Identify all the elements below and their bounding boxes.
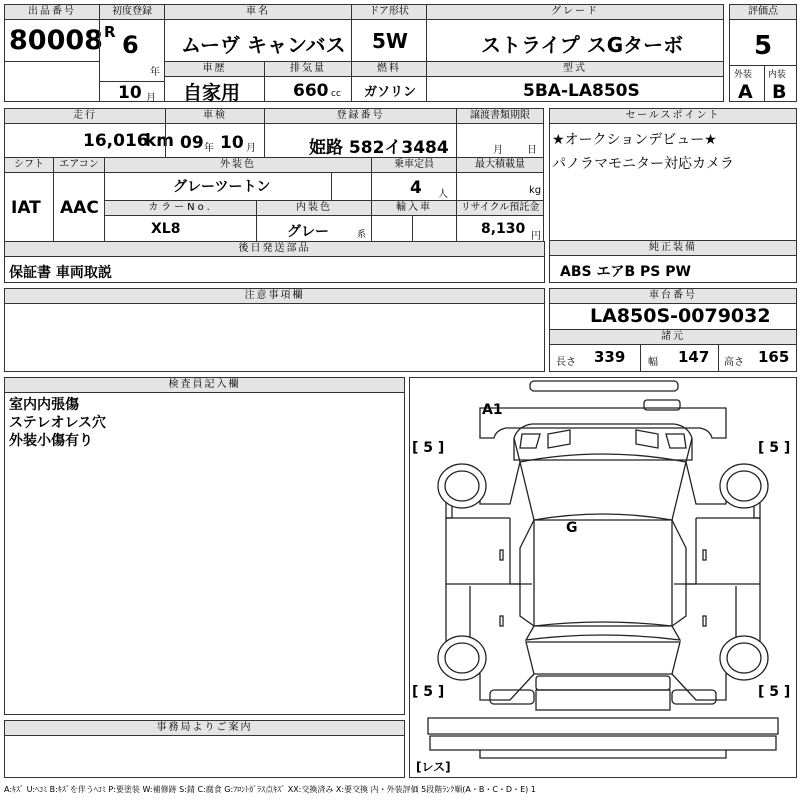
inspection-month-unit: 月 [246,143,256,154]
inspector-line-2: ステレオレス穴 [9,415,107,431]
aircon-box [53,157,105,242]
damage-code-g: G [566,520,578,536]
first-reg-month-unit: 月 [146,93,156,104]
inspection-month: 10 [220,133,244,153]
int-color-label: 内装色 [257,201,371,216]
chassis-label: 車台番号 [550,289,796,304]
shift-box [4,157,54,242]
tire-rear-right: [ 5 ] [758,684,791,700]
transfer-month-unit: 月 [493,145,503,156]
fuel-label: 燃料 [352,62,426,77]
int-color-unit: 系 [357,230,367,240]
max-load-box [456,157,544,201]
inspector-line-1: 室内内張傷 [9,397,79,413]
history-label: 車歴 [165,62,264,77]
notes-label: 注意事項欄 [5,289,544,304]
tire-rear-left: [ 5 ] [412,684,445,700]
score-int: B [772,81,787,103]
model-label: 型式 [427,62,723,77]
notes-box [4,288,545,372]
height-label: 高さ [724,357,744,368]
score-ext-label: 外装 [734,70,753,80]
fuel-box [351,61,427,102]
capacity-box [371,157,457,201]
width-value: 147 [678,348,710,366]
door-value: 5W [372,29,408,53]
later-parts-value: 保証書 車両取説 [9,265,112,281]
reg-no-box [264,108,457,158]
inspection-year-unit: 年 [204,143,214,154]
car-name-box [164,4,352,62]
car-diagram-box [409,377,797,778]
max-load-unit: kg [529,185,542,196]
door-box [351,4,427,62]
transfer-box [456,108,544,158]
displacement-box [264,61,352,102]
import-label: 輸入車 [372,201,456,216]
capacity-unit: 人 [438,189,448,200]
score-int-label: 内装 [768,70,787,80]
sales-line-2: パノラマモニター対応カメラ [552,156,734,172]
model-value: 5BA-LA850S [523,81,640,101]
recycle-box [456,200,544,242]
displacement-label: 排気量 [265,62,351,77]
chassis-value: LA850S-0079032 [590,305,771,327]
capacity-label: 乗車定員 [372,158,456,173]
lot-number: 80008 [9,25,103,56]
sales-label: セールスポイント [550,109,796,124]
later-parts-box [4,241,545,283]
reg-no-label: 登録番号 [265,109,456,124]
shift-label: シフト [5,158,53,173]
length-label: 長さ [556,357,576,368]
mileage-label: 走行 [5,109,165,124]
car-name: ムーヴ キャンバス [181,33,346,57]
chassis-box [549,288,797,372]
inspector-line-3: 外装小傷有り [9,433,93,449]
tire-front-left: [ 5 ] [412,440,445,456]
aircon-value: AAC [60,198,99,218]
displacement-unit: cc [331,89,341,99]
mileage-unit: km [145,131,175,151]
damage-legend: A:ｷｽﾞ U:ﾍｺﾐ B:ｷｽﾞを伴うﾍｺﾐ P:要塗装 W:補修跡 S:錆 C:腐食 G:ﾌﾛﾝﾄｶﾞﾗｽ点ｷｽﾞ XX:交換済み X:要交換 内・外装評価 5段階ﾗﾝｸ順(A・B・C・D・E) 1 [4,785,536,794]
score-value: 5 [754,31,773,61]
equipment-box [549,240,797,283]
reg-no-value: 姫路 582イ3484 [309,138,449,158]
color-no-value: XL8 [151,221,181,237]
shift-value: IAT [11,198,41,218]
score-ext: A [738,81,753,103]
history-box [164,61,265,102]
width-label: 幅 [648,357,658,368]
int-color-value: グレー [287,224,329,240]
first-reg-month: 10 [118,83,142,103]
transfer-day-unit: 日 [527,145,537,156]
spare-tire: [レス] [416,760,451,774]
lot-number-box [4,4,103,62]
office-label: 事務局よりご案内 [5,721,404,736]
inspection-year: 09 [180,133,204,153]
inspection-label: 車検 [166,109,264,124]
import-box [371,200,457,242]
capacity-value: 4 [410,178,422,198]
length-value: 339 [594,348,626,366]
height-value: 165 [758,348,790,366]
color-no-label: カラーNo. [105,201,256,216]
transfer-label: 譲渡書類期限 [457,109,543,124]
aircon-label: エアコン [54,158,104,173]
first-reg-box [99,4,165,102]
first-reg-year: 6 [122,31,139,59]
grade-value: ストライプ スGターボ [481,33,684,57]
grade-box [426,4,724,62]
first-reg-era: R [104,23,116,41]
tire-front-right: [ 5 ] [758,440,791,456]
car-name-label: 車名 [165,5,351,20]
later-parts-label: 後日発送部品 [5,242,544,257]
mileage-box [4,108,175,158]
recycle-label: リサイクル預託金 [457,201,543,216]
int-color-box [256,200,372,242]
inspector-box [4,377,405,715]
recycle-value: 8,130 [481,221,526,237]
mileage-value: 16,016 [83,131,149,151]
ext-color-box [104,157,372,201]
lot-number-label: 出品番号 [5,5,99,20]
car-diagram [410,378,796,777]
specs-label: 諸元 [550,329,796,345]
door-label: ドア形状 [352,5,426,20]
grade-label: グレード [427,5,723,20]
inspection-box [165,108,265,158]
damage-code-a1: A1 [482,402,503,418]
sales-line-1: ★オークションデビュー★ [552,132,717,148]
equipment-label: 純正装備 [550,241,796,256]
color-no-box [104,200,257,242]
score-box [729,4,797,102]
fuel-value: ガソリン [364,85,417,100]
inspector-label: 検査員記入欄 [5,378,404,393]
recycle-unit: 円 [531,231,541,242]
ext-color-label: 外装色 [105,158,371,173]
max-load-label: 最大積載量 [457,158,543,173]
history-value: 自家用 [183,82,241,104]
equipment-value: ABS エアB PS PW [560,264,691,280]
score-label: 評価点 [730,5,796,20]
ext-color-value: グレーツートン [173,179,271,195]
sales-box [549,108,797,241]
lot-blank-box [4,61,100,102]
model-box [426,61,724,102]
displacement-value: 660 [293,81,329,101]
first-reg-label: 初度登録 [100,5,164,20]
office-box [4,720,405,778]
first-reg-year-unit: 年 [150,67,160,78]
